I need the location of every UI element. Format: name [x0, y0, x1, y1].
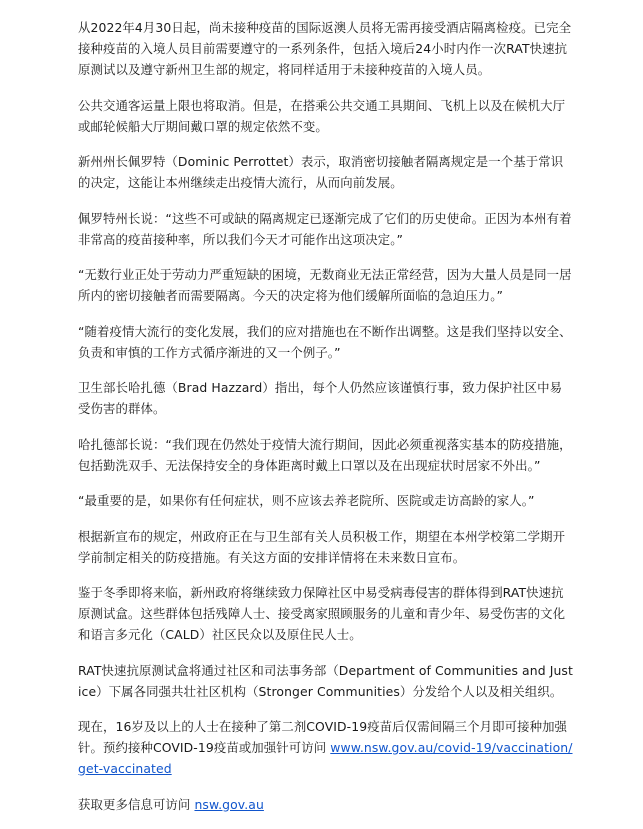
- paragraph-6: “随着疫情大流行的变化发展，我们的应对措施也在不断作出调整。这是我们坚持以安全、负责和审慎的工作方式循序渐进的又一个例子。”: [78, 323, 572, 360]
- paragraph-11: 鉴于冬季即将来临，新州政府将继续致力保障社区中易受病毒侵害的群体得到RAT快速抗原测试盒。这些群体包括残障人士、接受离家照顾服务的儿童和青少年、易受伤害的文化和语言多元化（CALD）社区民众以及原住民人士。: [78, 585, 566, 642]
- paragraph-8: 哈扎德部长说：“我们现在仍然处于疫情大流行期间，因此必须重视落实基本的防疫措施，包括勤洗双手、无法保持安全的身体距离时戴上口罩以及在出现症状时居家不外出。”: [78, 436, 572, 473]
- paragraph-3: 新州州长佩罗特（Dominic Perrottet）表示，取消密切接触者隔离规定是一个基于常识的决定，这能让本州继续走出疫情大流行，从而向前发展。: [78, 154, 564, 190]
- paragraph-10: 根据新宣布的规定，州政府正在与卫生部有关人员积极工作，期望在本州学校第二学期开学前制定相关的防疫措施。有关这方面的安排详情将在未来数日宣布。: [78, 528, 566, 565]
- paragraph-12: RAT快速抗原测试盒将通过社区和司法事务部（Department of Communities and Justice）下属各同强共壮社区机构（Stronger Communities）分发给个人以及相关组织。: [78, 662, 573, 699]
- vaccine-paragraph: [78, 716, 574, 779]
- paragraph-2: 公共交通客运量上限也将取消。但是，在搭乘公共交通工具期间、飞机上以及在候机大厅或邮轮候船大厅期间戴口罩的规定依然不变。: [78, 97, 566, 134]
- vaccination-link[interactable]: www.nsw.gov.au/covid-19/vaccination/get-vaccinated: [78, 740, 573, 776]
- paragraph-5: “无数行业正处于劳动力严重短缺的困境，无数商业无法正常经营，因为大量人员是同一居所内的密切接触者而需要隔离。今天的决定将为他们缓解所面临的急迫压力。”: [78, 267, 572, 303]
- vaccine-paragraph-text: 现在，16岁及以上的人士在接种了第二剂COVID-19疫苗后仅需间隔三个月即可接种加强针。预约接种COVID-19疫苗或加强针可访问: [78, 719, 568, 755]
- paragraph-1: 从2022年4月30日起，尚未接种疫苗的国际返澳人员将无需再接受酒店隔离检疫。已完全接种疫苗的入境人员目前需要遵守的一系列条件，包括入境后24小时内作一次RAT快速抗原测试以及遵守新州卫生部的规定，将同样适用于未接种疫苗的入境人员。: [78, 20, 572, 77]
- paragraph-4: 佩罗特州长说：“这些不可或缺的隔离规定已逐渐完成了它们的历史使命。正因为本州有着非常高的疫苗接种率，所以我们今天才可能作出这项决定。”: [78, 210, 572, 247]
- paragraph-9: “最重要的是，如果你有任何症状，则不应该去养老院所、医院或走访高龄的家人。”: [78, 493, 535, 508]
- paragraph-7: 卫生部长哈扎德（Brad Hazzard）指出，每个人仍然应该谨慎行事，致力保护社区中易受伤害的群体。: [78, 380, 563, 416]
- more-info-text: 获取更多信息可访问: [78, 796, 195, 812]
- document-body: [78, 17, 574, 829]
- more-info-paragraph: [78, 794, 574, 815]
- nsw-gov-link[interactable]: nsw.gov.au: [194, 796, 264, 812]
